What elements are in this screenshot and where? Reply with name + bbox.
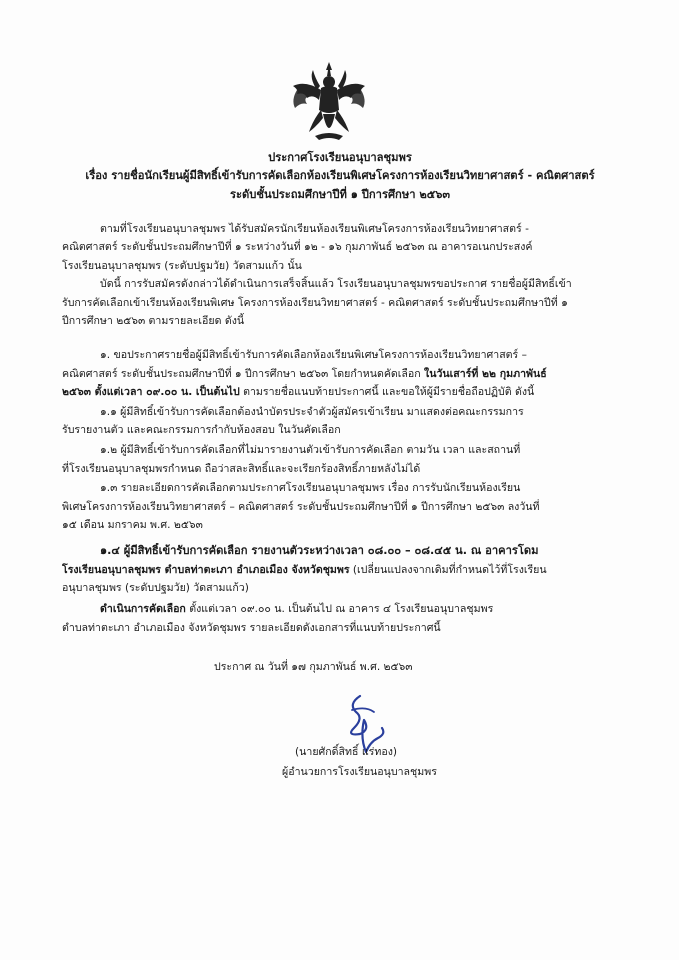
- body-line: รับรายงานตัว และคณะกรรมการกำกับห้องสอบ ในวันคัดเลือก: [62, 424, 341, 436]
- body-line: อนุบาลชุมพร (ระดับปฐมวัย) วัดสามแก้ว): [62, 582, 249, 594]
- body-text-bold: ๒๕๖๓ ตั้งแต่เวลา ๐๙.๐๐ น. เป็นต้นไป: [62, 386, 240, 398]
- body-line: ๑๕ เดือน มกราคม พ.ศ. ๒๕๖๓: [62, 519, 203, 531]
- garuda-emblem-icon: [287, 60, 371, 144]
- announcement-level: ระดับชั้นประถมศึกษาปีที่ ๑ ปีการศึกษา ๒๕๖๓: [230, 188, 450, 201]
- body-text: ตั้งแต่เวลา ๐๙.๐๐ น. เป็นต้นไป ณ อาคาร ๔ โรงเรียนอนุบาลชุมพร: [185, 603, 494, 615]
- body-line: รับการคัดเลือกเข้าเรียนห้องเรียนพิเศษ โครงการห้องเรียนวิทยาศาสตร์ - คณิตศาสตร์ ระดับชั้นประถมศึกษาปีที่ ๑: [62, 297, 568, 309]
- body-line: ปีการศึกษา ๒๕๖๓ ตามรายละเอียด ดังนี้: [62, 315, 245, 327]
- body-line: โรงเรียนอนุบาลชุมพร (ระดับปฐมวัย) วัดสามแก้ว นั้น: [62, 260, 302, 272]
- body-text-bold: ในวันเสาร์ที่ ๒๒ กุมภาพันธ์: [424, 368, 547, 380]
- body-line-bold: ๑.๔ ผู้มีสิทธิ์เข้ารับการคัดเลือก รายงานตัวระหว่างเวลา ๐๘.๐๐ – ๐๘.๔๕ น. ณ อาคารโดม: [100, 544, 539, 557]
- announcement-title: ประกาศโรงเรียนอนุบาลชุมพร: [268, 151, 412, 164]
- body-line: [62, 562, 622, 578]
- body-text-bold: ดำเนินการคัดเลือก: [100, 603, 186, 615]
- body-text-bold: โรงเรียนอนุบาลชุมพร ตำบลท่าตะเภา อำเภอเมือง จังหวัดชุมพร: [62, 564, 350, 576]
- signer-name: (นายศักดิ์สิทธิ์ แร่ทอง): [295, 746, 398, 758]
- body-line: ที่โรงเรียนอนุบาลชุมพรกำหนด ถือว่าสละสิทธิ์และจะเรียกร้องสิทธิ์ภายหลังไม่ได้: [62, 463, 421, 475]
- body-line: พิเศษโครงการห้องเรียนวิทยาศาสตร์ – คณิตศาสตร์ ระดับชั้นประถมศึกษาปีที่ ๑ ปีการศึกษา ๒๕๖๓ ลงวันที่: [62, 501, 540, 513]
- body-line: ตามที่โรงเรียนอนุบาลชุมพร ได้รับสมัครนักเรียนห้องเรียนพิเศษโครงการห้องเรียนวิทยาศาสตร์ -: [100, 223, 529, 235]
- body-line: ตำบลท่าตะเภา อำเภอเมือง จังหวัดชุมพร รายละเอียดดังเอกสารที่แนบท้ายประกาศนี้: [62, 622, 441, 634]
- body-line: [100, 601, 660, 617]
- body-line: [62, 366, 622, 382]
- body-line: บัดนี้ การรับสมัครดังกล่าวได้ดำเนินการเสร็จสิ้นแล้ว โรงเรียนอนุบาลชุมพรขอประกาศ รายชื่อผู้มีสิทธิ์เข้า: [100, 278, 572, 290]
- announcement-subject: เรื่อง รายชื่อนักเรียนผู้มีสิทธิ์เข้ารับการคัดเลือกห้องเรียนพิเศษโครงการห้องเรียนวิทยาศาสตร์ - คณิตศาสตร์: [85, 169, 595, 182]
- body-line: [62, 384, 622, 400]
- body-text: คณิตศาสตร์ ระดับชั้นประถมศึกษาปีที่ ๑ ปีการศึกษา ๒๕๖๓ โดยกำหนดคัดเลือก: [62, 368, 425, 380]
- announce-date: ประกาศ ณ วันที่ ๑๗ กุมภาพันธ์ พ.ศ. ๒๕๖๓: [214, 661, 413, 673]
- body-line: ๑.๒ ผู้มีสิทธิ์เข้ารับการคัดเลือกที่ไม่มารายงานตัวเข้ารับการคัดเลือก ตามวัน เวลา และสถานที่: [100, 444, 521, 456]
- body-text: (เปลี่ยนแปลงจากเดิมที่กำหนดไว้ที่โรงเรียน: [349, 564, 547, 576]
- body-line: ๑.๓ รายละเอียดการคัดเลือกตามประกาศโรงเรียนอนุบาลชุมพร เรื่อง การรับนักเรียนห้องเรียน: [100, 482, 521, 494]
- body-line: ๑.๑ ผู้มีสิทธิ์เข้ารับการคัดเลือกต้องนำบัตรประจำตัวผู้สมัครเข้าเรียน มาแสดงต่อคณะกรรมการ: [100, 406, 524, 418]
- body-line: ๑. ขอประกาศรายชื่อผู้มีสิทธิ์เข้ารับการคัดเลือกห้องเรียนพิเศษโครงการห้องเรียนวิทยาศาสตร์ –: [100, 349, 527, 361]
- body-line: คณิตศาสตร์ ระดับชั้นประถมศึกษาปีที่ ๑ ระหว่างวันที่ ๑๒ - ๑๖ กุมภาพันธ์ ๒๕๖๓ ณ อาคารอเนกประสงค์: [62, 241, 533, 253]
- body-text: ตามรายชื่อแนบท้ายประกาศนี้ และขอให้ผู้มีรายชื่อถือปฏิบัติ ดังนี้: [239, 386, 535, 398]
- signer-position: ผู้อำนวยการโรงเรียนอนุบาลชุมพร: [282, 766, 437, 778]
